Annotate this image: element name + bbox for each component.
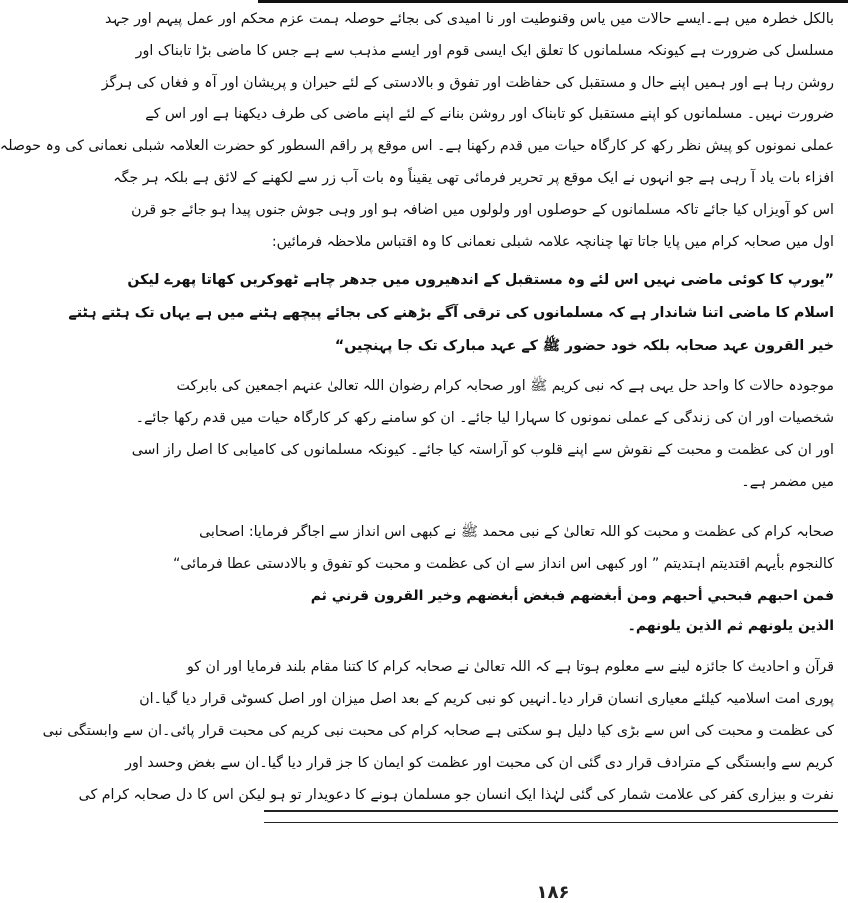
quote-line: ”یورپ کا کوئی ماضی نہیں اس لئے وہ مستقبل کے اندھیروں میں جدھر چاہے ٹھوکریں کھاتا پھرے لیکن [127, 272, 834, 288]
arabic-hadith-line: الذين يلونهم ثم الذين يلونهم۔ [627, 618, 834, 634]
text-line: ضرورت نہیں۔ مسلمانوں کو اپنے مستقبل کو تابناک اور روشن بنانے کے لئے اپنے ماضی کی طرف دیکھنا ہے اور اس کے [145, 106, 834, 122]
footer-rule [264, 810, 838, 812]
text-line: روشن رہا ہے اور ہمیں اپنے حال و مستقبل کی حفاظت اور تفوق و بالادستی کے لئے حیران و پریشان اور آہ و فغاں کی ہرگز [101, 75, 834, 91]
text-line: کی عظمت و محبت کی اس سے بڑی کیا دلیل ہو سکتی ہے صحابہ کرام کی محبت نبی کریم کی محبت قرار پائی۔ان سے وابستگی نبی [42, 723, 834, 739]
text-line: کالنجوم بأیہم اقتدیتم اہتدیتم ” اور کبھی اس انداز سے ان کی عظمت و محبت کو تفوق و بالادستی عطا فرمائی“ [172, 556, 834, 572]
text-line: شخصیات اور ان کی زندگی کے عملی نمونوں کا سہارا لیا جائے۔ ان کو سامنے رکھ کر کارگاہ حیات میں قدم رکھا جائے۔ [135, 410, 834, 426]
quote-line: اسلام کا ماضی اتنا شاندار ہے کہ مسلمانوں کی ترقی آگے بڑھنے کی بجائے پیچھے ہٹنے میں ہے یہاں تک ہٹتے ہٹتے [68, 305, 834, 321]
top-border [258, 0, 848, 3]
text-line: کریم سے وابستگی کے مترادف قرار دی گئی ان کی محبت اور عظمت کو ایمان کا جز قرار دیا گیا۔ان سے بغض وحسد اور [125, 755, 834, 771]
text-line: نفرت و بیزاری کفر کی علامت شمار کی گئی لہٰذا ایک انسان جو مسلمان ہونے کا دعویدار تو ہو لیکن اس کا دل صحابہ کرام کی [78, 787, 834, 803]
text-line: اس کو آویزاں کیا جائے تاکہ مسلمانوں کے حوصلوں اور ولولوں میں اضافہ ہو اور وہی جوش جنوں پیدا ہو جائے جو قرن [131, 202, 834, 218]
text-line: پوری امت اسلامیہ کیلئے معیاری انسان قرار دیا۔انہیں کو نبی کریم کے بعد اصل میزان اور اصل کسوٹی قرار دیا گیا۔ان [139, 691, 834, 707]
quote-line: خیر القرون عہد صحابہ بلکہ خود حضور ﷺ کے عہد مبارک تک جا پہنچیں“ [334, 338, 834, 354]
text-line: اول میں صحابہ کرام میں پایا جاتا تھا چنانچہ علامہ شبلی نعمانی کا وہ اقتباس ملاحظہ فرمائیں: [271, 234, 834, 250]
text-line: بالکل خطرہ میں ہے۔ایسے حالات میں یاس وقنوطیت اور نا امیدی کی بجائے حوصلہ ہمت عزم محکم اور عمل پیہم اور جہد [105, 11, 834, 27]
text-line: قرآن و احادیث کا جائزہ لینے سے معلوم ہوتا ہے کہ اللہ تعالیٰ نے صحابہ کرام کا کتنا مقام بلند فرمایا اور ان کو [186, 659, 834, 675]
text-line: اور ان کی عظمت و محبت کے نقوش سے اپنے قلوب کو آراستہ کیا جائے۔ کیونکہ مسلمانوں کی کامیابی کا اصل راز اسی [131, 442, 834, 458]
arabic-hadith-line: فمن احبهم فبحبي أحبهم ومن أبغضهم فبغض أبغضهم وخير القرون قرني ثم [310, 588, 834, 604]
footer-rule-thin [264, 822, 838, 823]
text-line: عملی نمونوں کو پیش نظر رکھ کر کارگاہ حیات میں قدم رکھنا ہے۔ اس موقع پر راقم السطور کو حضرت العلامہ شبلی نعمانی کی وہ حوصلہ [0, 138, 834, 154]
page-number: ۱۸۶ [536, 882, 570, 903]
text-line: صحابہ کرام کی عظمت و محبت کو اللہ تعالیٰ کے نبی محمد ﷺ نے کبھی اس انداز سے اجاگر فرمایا: اصحابی [199, 524, 834, 540]
text-line: موجودہ حالات کا واحد حل یہی ہے کہ نبی کریم ﷺ اور صحابہ کرام رضوان اللہ تعالیٰ عنہم اجمعین کی بابرکت [176, 378, 834, 394]
text-line: میں مضمر ہے۔ [741, 474, 834, 490]
text-line: مسلسل کی ضرورت ہے کیونکہ مسلمانوں کا تعلق ایک ایسی قوم اور ایسے مذہب سے ہے جس کا ماضی بڑا تابناک اور [135, 43, 834, 59]
text-line: افزاء بات یاد آ رہی ہے جو انہوں نے ایک موقع پر تحریر فرمائی تھی یقیناً وہ بات آب زر سے لکھنے کے لائق ہے بلکہ ہر جگہ [113, 170, 834, 186]
